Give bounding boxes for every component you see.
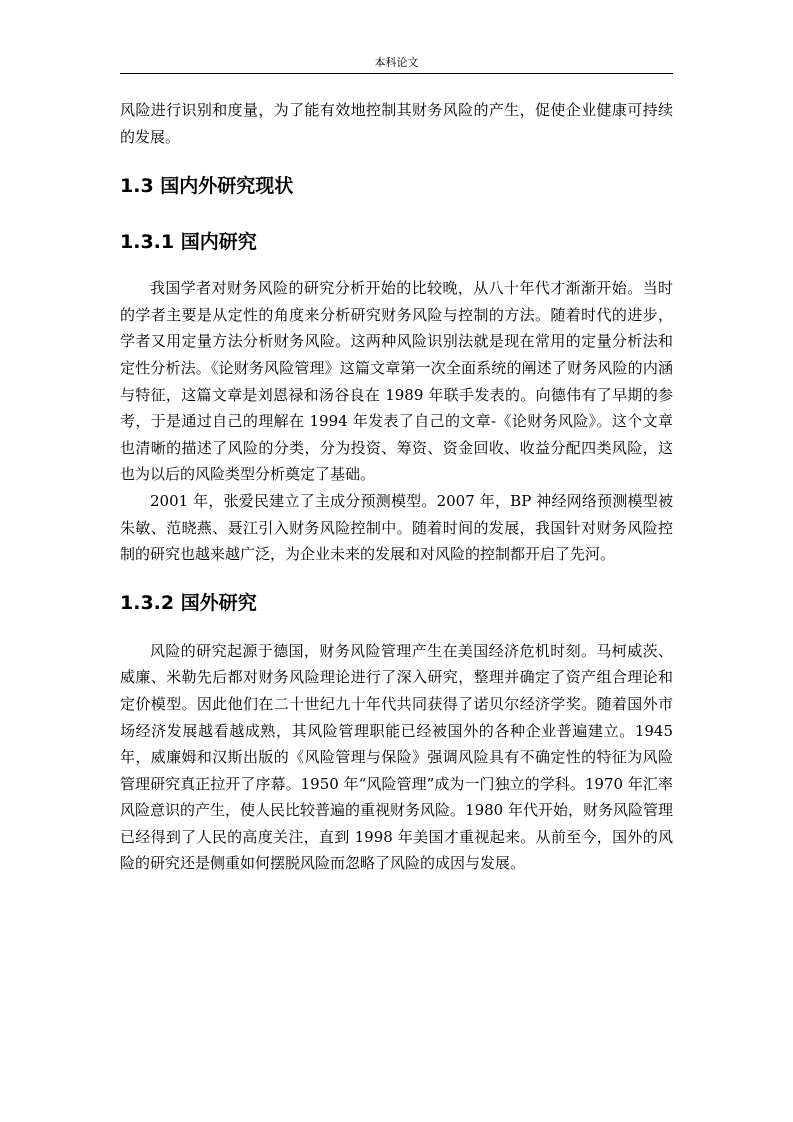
domestic-paragraph-2: 2001 年，张爱民建立了主成分预测模型。2007 年，BP 神经网络预测模型被朱敏、范晓燕、聂江引入财务风险控制中。随着时间的发展，我国针对财务风险控制的研究也越来越广泛，为企业未来的发展和对风险的控制都开启了先河。 (120, 491, 673, 564)
intro-paragraph-tail: 风险进行识别和度量，为了能有效地控制其财务风险的产生，促使企业健康可持续的发展。 (120, 101, 673, 146)
header-rule (120, 73, 673, 74)
subsection-heading-1-3-1: 1.3.1 国内研究 (120, 231, 257, 254)
domestic-paragraph-1: 我国学者对财务风险的研究分析开始的比较晚，从八十年代才渐渐开始。当时的学者主要是从定性的角度来分析研究财务风险与控制的方法。随着时代的进步，学者又用定量方法分析财务风险。这两种风险识别法就是现在常用的定量分析法和定性分析法。《论财务风险管理》这篇文章第一次全面系统的阐述了财务风险的内涵与特征，这篇文章是刘恩禄和汤谷良在 1989 年联手发表的。向德伟有了早期的参考，于是通过自己的理解在 1994 年发表了自己的文章-《论财务风险》。这个文章也清晰的描述了风险的分类，分为投资、筹资、资金回收、收益分配四类风险，这也为以后的风险类型分析奠定了基础。 (120, 279, 673, 484)
foreign-paragraph-1: 风险的研究起源于德国，财务风险管理产生在美国经济危机时刻。马柯威茨、威廉、米勒先后都对财务风险理论进行了深入研究，整理并确定了资产组合理论和定价模型。因此他们在二十世纪九十年代共同获得了诺贝尔经济学奖。随着国外市场经济发展越看越成熟，其风险管理职能已经被国外的各种企业普遍建立。1945 年，威廉姆和汉斯出版的《风险管理与保险》强调风险具有不确定性的特征为风险管理研究真正拉开了序幕。1950 年“风险管理”成为一门独立的学科。1970 年汇率风险意识的产生，使人民比较普遍的重视财务风险。1980 年代开始，财务风险管理已经得到了人民的高度关注，直到 1998 年美国才重视起来。从前至今，国外的风险的研究还是侧重如何摆脱风险而忽略了风险的成因与发展。 (120, 641, 673, 873)
section-heading-1-3: 1.3 国内外研究现状 (120, 175, 294, 198)
document-body (120, 97, 673, 877)
subsection-heading-1-3-2: 1.3.2 国外研究 (120, 591, 257, 614)
page-header: 本科论文 (374, 56, 419, 69)
